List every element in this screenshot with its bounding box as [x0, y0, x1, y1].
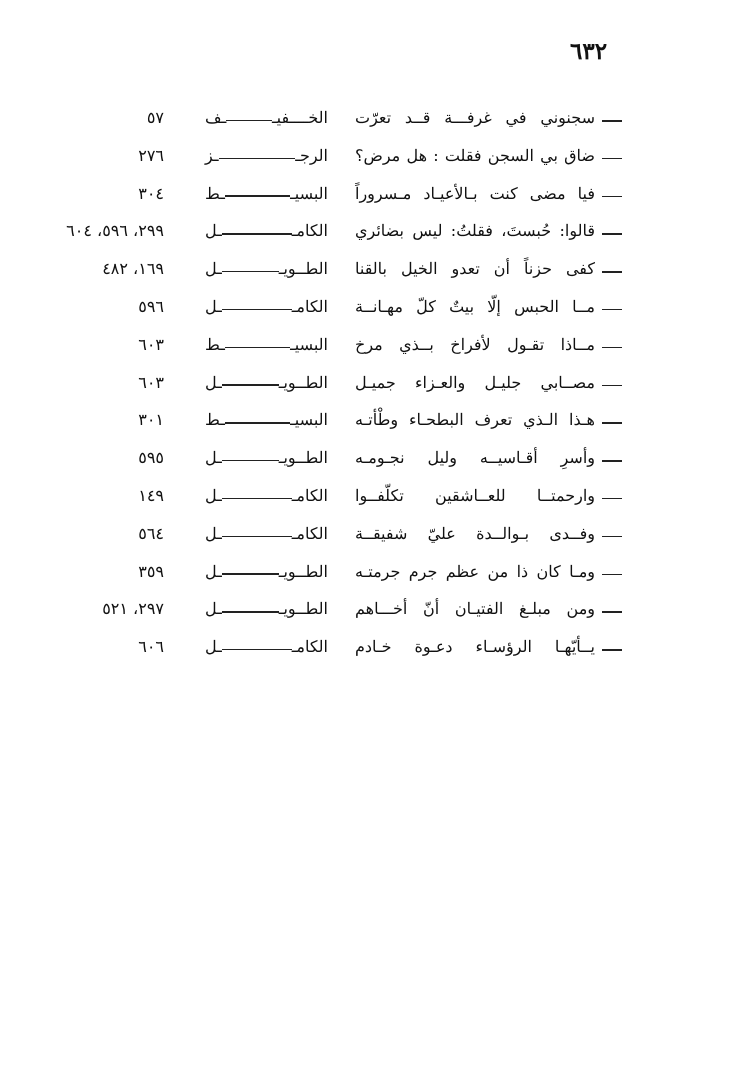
meter-stretch-line [222, 271, 279, 273]
poetic-meter [205, 599, 328, 618]
meter-name-end: ـل [205, 259, 222, 279]
verse-opening: ضاق بي السجن فقلت : هل مرض؟ [355, 145, 595, 165]
meter-name-start: الرجـ [295, 145, 328, 165]
poetic-meter [205, 448, 328, 467]
meter-stretch-line [222, 309, 292, 311]
verse-opening: يــأيّهـا الرؤسـاء دعـوة خـادم [355, 637, 595, 657]
page-references: ٢٩٩، ٥٩٦، ٦٠٤ [66, 221, 164, 241]
page-references: ٣٠١ [138, 410, 164, 430]
index-entry [0, 400, 734, 438]
entry-dash [602, 233, 622, 235]
index-entry [0, 589, 734, 627]
page-references: ٣٠٤ [138, 183, 164, 203]
poetic-meter [205, 562, 328, 581]
page-references: ٥٧ [146, 108, 164, 127]
entry-dash [602, 347, 622, 349]
page-references: ٦٠٣ [138, 372, 164, 392]
meter-stretch-line [225, 422, 290, 424]
index-entry [0, 287, 734, 325]
verse-opening: مــاذا تقـول لأفراخ بــذي مرخ [355, 334, 595, 354]
meter-stretch-line [226, 120, 272, 122]
meter-name-start: الطــويـ [278, 599, 328, 619]
page-references: ٥٩٥ [138, 448, 164, 468]
meter-name-start: الكامـ [291, 296, 328, 316]
poetic-meter [205, 146, 328, 165]
page-references: ٢٧٦ [138, 145, 164, 165]
entry-dash [602, 196, 622, 198]
index-entry [0, 136, 734, 174]
meter-name-start: الطــويـ [278, 561, 328, 581]
meter-name-start: الكامـ [291, 523, 328, 543]
meter-stretch-line [222, 611, 279, 613]
meter-stretch-line [222, 233, 292, 235]
meter-name-end: ـط [205, 183, 225, 203]
poetic-meter [205, 373, 328, 392]
meter-stretch-line [225, 347, 290, 349]
poetic-meter [205, 297, 328, 316]
meter-stretch-line [222, 536, 292, 538]
verse-index-list [0, 98, 734, 665]
meter-name-end: ـط [205, 410, 225, 430]
index-entry [0, 476, 734, 514]
index-entry [0, 627, 734, 665]
meter-stretch-line [222, 498, 292, 500]
page-references: ٥٩٦ [138, 296, 164, 316]
entry-dash [602, 158, 622, 160]
poetic-meter [205, 335, 328, 354]
meter-name-end: ـل [205, 561, 222, 581]
entry-dash [602, 536, 622, 538]
entry-dash [602, 422, 622, 424]
entry-dash [602, 120, 622, 122]
verse-opening: ومن مبلـغ الفتيـان أنّ أخـــاهم [355, 599, 595, 619]
verse-opening: مصــابي جليـل والعـزاء جميـل [355, 372, 595, 392]
index-entry [0, 98, 734, 136]
meter-name-end: ـل [205, 221, 222, 241]
verse-opening: مــا الحبس إلّا بيتٌ كلّ مهـانــة [355, 296, 595, 316]
index-entry [0, 249, 734, 287]
meter-name-end: ـل [205, 372, 222, 392]
meter-name-end: ـط [205, 334, 225, 354]
meter-name-end: ـل [205, 637, 222, 657]
entry-dash [602, 611, 622, 613]
meter-name-end: ـل [205, 523, 222, 543]
verse-opening: وارحمتــا للعــاشقين تكلّفــوا [355, 485, 595, 505]
verse-opening: كفى حزناً أن تعدو الخيل بالقنا [355, 259, 595, 279]
entry-dash [602, 649, 622, 651]
meter-name-start: الطــويـ [278, 372, 328, 392]
verse-opening: هـذا الـذي تعرف البطحـاء وطْأتـه [355, 410, 595, 430]
page-references: ٦٠٦ [138, 637, 164, 657]
index-entry [0, 514, 734, 552]
meter-stretch-line [225, 195, 290, 197]
meter-name-end: ـف [205, 108, 227, 127]
meter-name-start: الكامـ [291, 485, 328, 505]
meter-name-end: ـز [205, 145, 219, 165]
verse-opening: وفــدى بـوالــدة عليّ شفيقــة [355, 523, 595, 543]
verse-opening: وأسرِ أقـاسيــه وليل نجـومـه [355, 448, 595, 468]
meter-name-end: ـل [205, 599, 222, 619]
page-references: ٢٩٧، ٥٢١ [102, 599, 164, 619]
poetic-meter [205, 486, 328, 505]
page-references: ١٤٩ [138, 485, 164, 505]
meter-name-end: ـل [205, 485, 222, 505]
meter-name-start: البسيـ [290, 410, 328, 430]
verse-opening: فيا مضى كنت بـالأعيـاد مـسروراً [355, 183, 595, 203]
entry-dash [602, 271, 622, 273]
poetic-meter [205, 108, 328, 127]
meter-name-start: البسيـ [290, 183, 328, 203]
meter-stretch-line [222, 649, 292, 651]
meter-stretch-line [222, 460, 279, 462]
poetic-meter [205, 184, 328, 203]
page-references: ١٦٩، ٤٨٢ [102, 259, 164, 279]
poetic-meter [205, 524, 328, 543]
meter-name-start: الطــويـ [278, 448, 328, 468]
index-entry [0, 552, 734, 590]
index-entry [0, 363, 734, 401]
verse-opening: ومـا كان ذا من عظم جرم جرمتـه [355, 561, 595, 581]
page-references: ٦٠٣ [138, 334, 164, 354]
meter-name-start: الكامـ [291, 221, 328, 241]
index-entry [0, 438, 734, 476]
index-entry [0, 174, 734, 212]
index-entry [0, 211, 734, 249]
page-references: ٣٥٩ [138, 561, 164, 581]
meter-name-start: الطــويـ [278, 259, 328, 279]
poetic-meter [205, 259, 328, 278]
meter-name-end: ـل [205, 296, 222, 316]
poetic-meter [205, 637, 328, 656]
page-number: ٦٣٢ [570, 38, 608, 65]
verse-opening: سجنوني في غرفـــة قــد تعرّت [355, 108, 595, 127]
meter-name-start: البسيـ [290, 334, 328, 354]
meter-stretch-line [222, 384, 279, 386]
entry-dash [602, 309, 622, 311]
entry-dash [602, 574, 622, 576]
index-entry [0, 325, 734, 363]
meter-name-start: الكامـ [291, 637, 328, 657]
meter-stretch-line [219, 158, 296, 160]
verse-opening: قالوا: حُبستَ، فقلتُ: ليس بضائري [355, 221, 595, 241]
entry-dash [602, 385, 622, 387]
meter-name-start: الخــــفيـ [271, 108, 328, 127]
poetic-meter [205, 410, 328, 429]
page-references: ٥٦٤ [138, 523, 164, 543]
meter-name-end: ـل [205, 448, 222, 468]
poetic-meter [205, 221, 328, 240]
meter-stretch-line [222, 573, 279, 575]
entry-dash [602, 498, 622, 500]
entry-dash [602, 460, 622, 462]
